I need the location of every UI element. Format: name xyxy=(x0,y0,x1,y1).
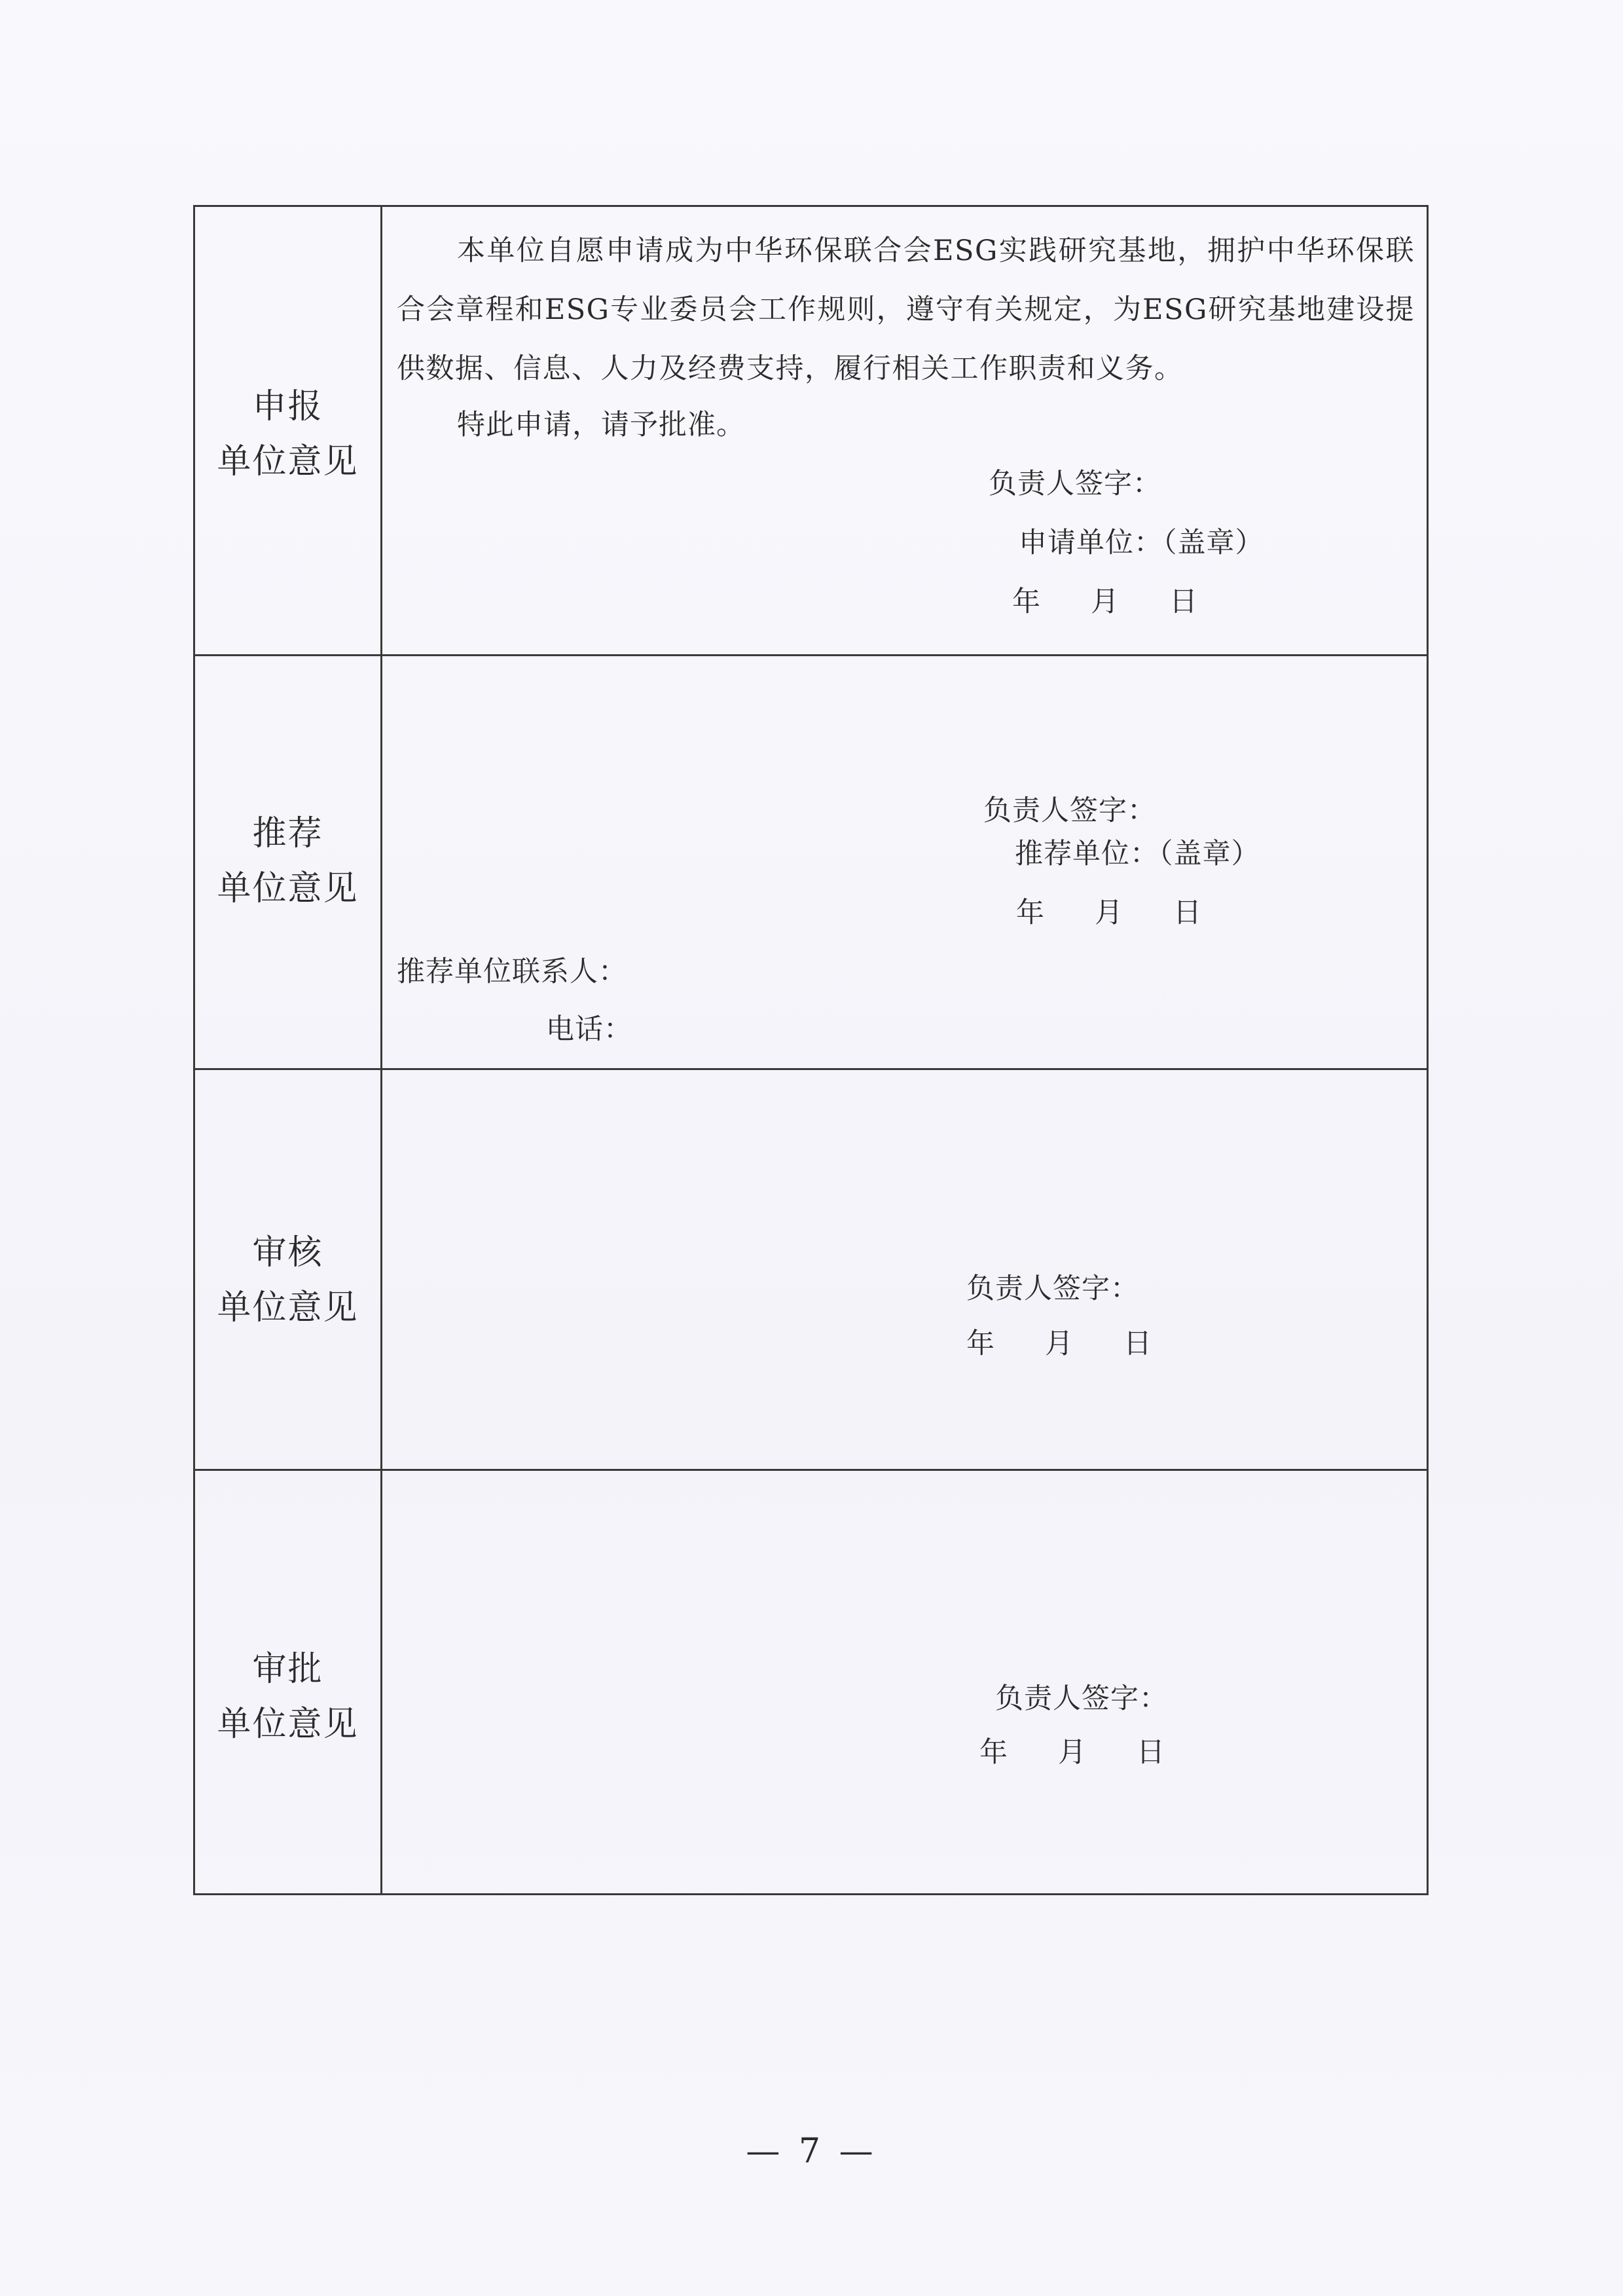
recommend-date-year: 年 xyxy=(1016,897,1045,929)
apply-row xyxy=(194,206,1428,656)
review-label-cell xyxy=(194,1069,382,1470)
apply-label-line2: 单位意见 xyxy=(217,442,359,481)
apply-signature-label: 负责人签字： xyxy=(989,468,1161,500)
recommend-label-line1: 推荐 xyxy=(252,814,323,853)
approve-content-cell[interactable] xyxy=(382,1470,1428,1895)
recommend-unit-seal-label: 推荐单位：（盖章） xyxy=(1015,838,1260,870)
apply-unit-seal-label: 申请单位：（盖章） xyxy=(1019,527,1264,559)
apply-date-day: 日 xyxy=(1169,585,1198,618)
recommend-row xyxy=(194,656,1428,1069)
review-date-day: 日 xyxy=(1123,1327,1152,1360)
recommend-date-day: 日 xyxy=(1173,897,1202,929)
recommend-contact-label: 推荐单位联系人： xyxy=(397,955,627,988)
apply-content-cell[interactable] xyxy=(382,206,1428,656)
review-date-month: 月 xyxy=(1045,1327,1074,1360)
recommend-date-month: 月 xyxy=(1095,897,1123,929)
opinion-form-table xyxy=(193,205,1429,1895)
review-label-line2: 单位意见 xyxy=(217,1288,359,1327)
review-content-cell[interactable] xyxy=(382,1069,1428,1470)
apply-date-month: 月 xyxy=(1091,585,1120,618)
apply-statement-paragraph: 本单位自愿申请成为中华环保联合会ESG实践研究基地，拥护中华环保联合会章程和ESG专业委员会工作规则，遵守有关规定，为ESG研究基地建设提供数据、信息、人力及经费支持，履行相关工作职责和义务。 xyxy=(397,234,1415,385)
recommend-content-cell[interactable] xyxy=(382,656,1428,1069)
review-label-line1: 审核 xyxy=(252,1233,323,1272)
approve-date-line xyxy=(979,1733,1165,1772)
recommend-phone-label: 电话： xyxy=(546,1013,632,1046)
approve-signature-label: 负责人签字： xyxy=(995,1682,1168,1715)
apply-date-year: 年 xyxy=(1012,585,1041,618)
recommend-label-line2: 单位意见 xyxy=(217,869,359,908)
recommend-date-line xyxy=(1016,893,1202,933)
recommend-label-cell xyxy=(194,656,382,1069)
approve-date-day: 日 xyxy=(1137,1736,1165,1769)
page-number: — 7 — xyxy=(746,2132,877,2171)
approve-date-year: 年 xyxy=(979,1736,1008,1769)
apply-label-cell xyxy=(194,206,382,656)
apply-request-line: 特此申请，请予批准。 xyxy=(457,409,745,441)
review-date-year: 年 xyxy=(966,1327,995,1360)
approve-label-line2: 单位意见 xyxy=(217,1705,359,1744)
review-row xyxy=(194,1069,1428,1470)
approve-date-month: 月 xyxy=(1058,1736,1087,1769)
review-date-line xyxy=(966,1324,1152,1363)
review-signature-label: 负责人签字： xyxy=(966,1272,1139,1305)
approve-label-cell xyxy=(194,1470,382,1895)
apply-label-line1: 申报 xyxy=(252,387,323,426)
recommend-signature-label: 负责人签字： xyxy=(983,794,1156,827)
apply-date-line xyxy=(1012,582,1198,621)
approve-row xyxy=(194,1470,1428,1895)
approve-label-line1: 审批 xyxy=(252,1650,323,1689)
